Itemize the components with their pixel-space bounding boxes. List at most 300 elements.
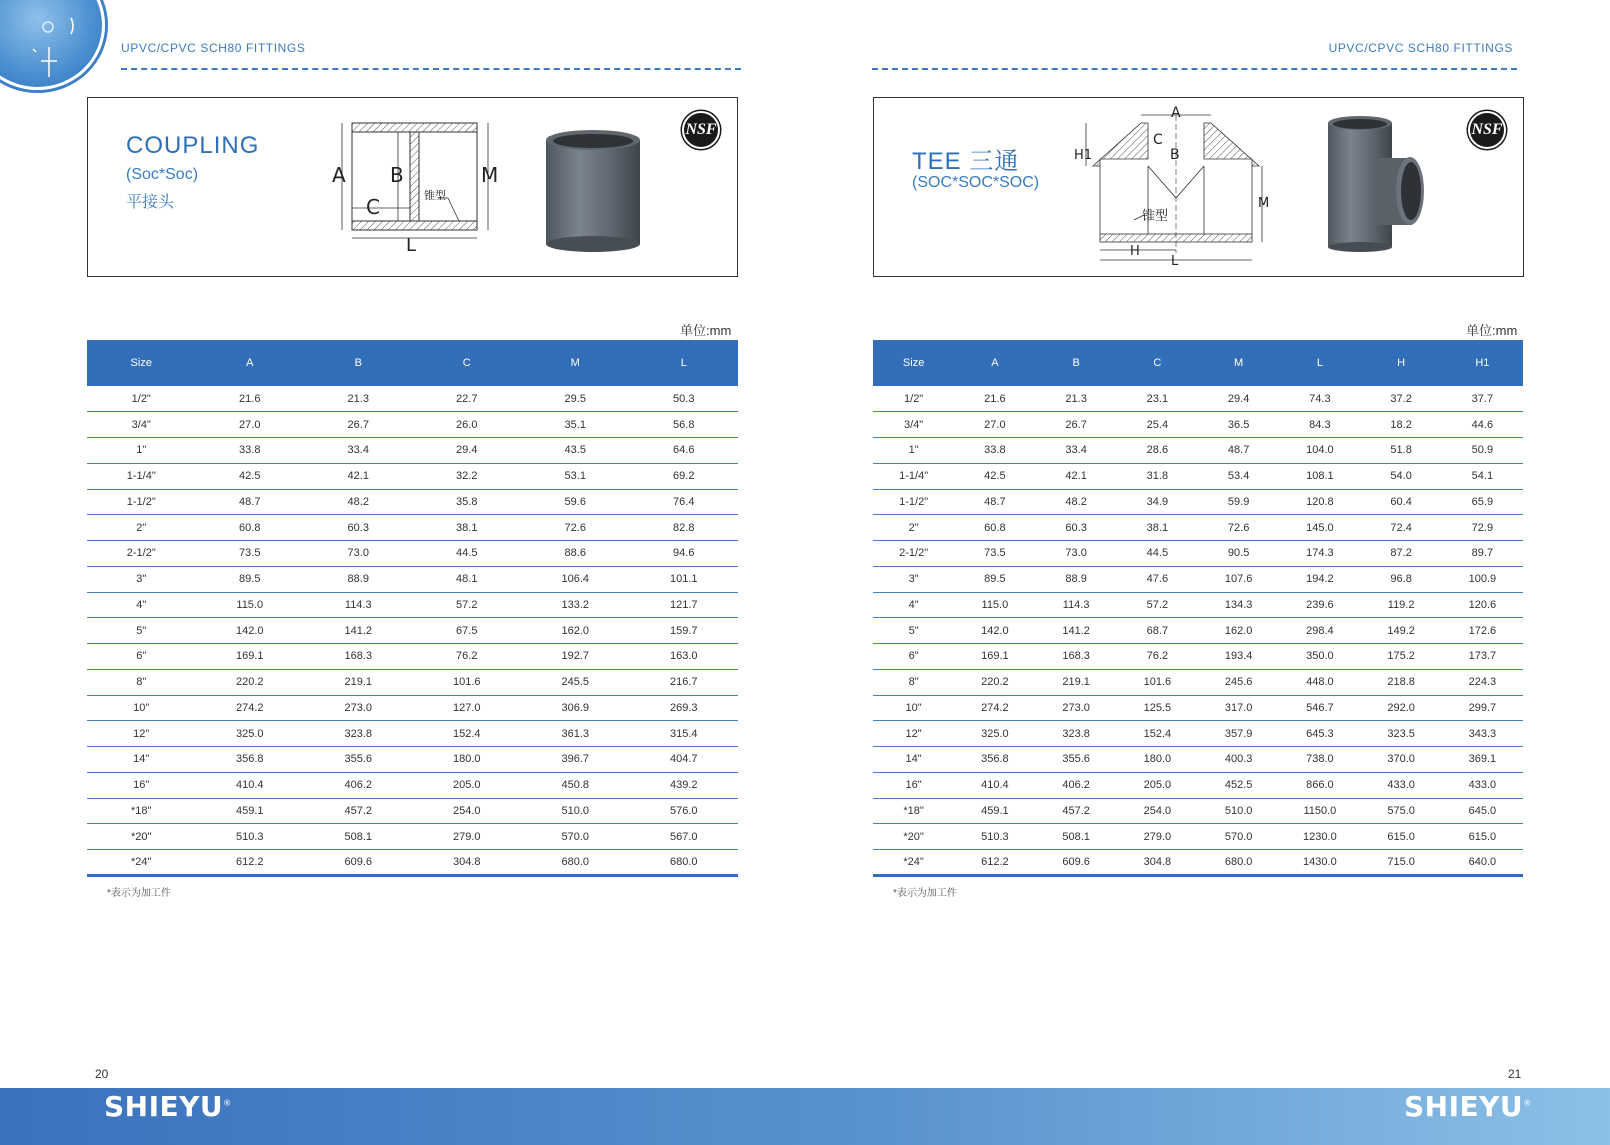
right-page-number: 21 [1508, 1067, 1522, 1081]
table-cell: 292.0 [1361, 695, 1442, 721]
size-cell: *20" [87, 824, 196, 850]
table-cell: 48.2 [304, 489, 413, 515]
size-cell: 3/4" [873, 412, 954, 438]
size-cell: 2-1/2" [873, 541, 954, 567]
column-header: C [1117, 340, 1198, 386]
table-cell: 279.0 [413, 824, 522, 850]
table-cell: 205.0 [1117, 772, 1198, 798]
table-cell: 175.2 [1361, 644, 1442, 670]
table-cell: 88.9 [1036, 566, 1117, 592]
size-cell: 4" [87, 592, 196, 618]
column-header: A [954, 340, 1035, 386]
tee-dim-a-label: A [1171, 105, 1181, 121]
table-cell: 33.4 [304, 438, 413, 464]
table-cell: 163.0 [630, 644, 739, 670]
table-cell: 162.0 [1198, 618, 1279, 644]
table-cell: 174.3 [1279, 541, 1360, 567]
size-cell: 6" [87, 644, 196, 670]
table-cell: 50.3 [630, 386, 739, 412]
column-header: H1 [1442, 340, 1523, 386]
table-cell: 72.6 [521, 515, 630, 541]
table-row [873, 824, 1523, 850]
table-row [873, 412, 1523, 438]
table-cell: 50.9 [1442, 438, 1523, 464]
column-header: H [1361, 340, 1442, 386]
column-header: B [304, 340, 413, 386]
table-cell: 269.3 [630, 695, 739, 721]
table-cell: 645.0 [1442, 798, 1523, 824]
table-cell: 76.2 [413, 644, 522, 670]
table-cell: 125.5 [1117, 695, 1198, 721]
table-cell: 44.5 [413, 541, 522, 567]
table-cell: 615.0 [1442, 824, 1523, 850]
footer-bar [0, 1088, 1610, 1145]
size-cell: 4" [873, 592, 954, 618]
size-cell: 1/2" [87, 386, 196, 412]
table-row [873, 592, 1523, 618]
table-cell: 89.7 [1442, 541, 1523, 567]
column-header: M [1198, 340, 1279, 386]
size-cell: 12" [873, 721, 954, 747]
size-cell: 1" [873, 438, 954, 464]
column-header: M [521, 340, 630, 386]
table-row [873, 747, 1523, 773]
dim-a-label: A [332, 163, 346, 187]
table-cell: 1430.0 [1279, 850, 1360, 876]
table-cell: 119.2 [1361, 592, 1442, 618]
table-cell: 450.8 [521, 772, 630, 798]
table-cell: 54.1 [1442, 463, 1523, 489]
table-cell: 42.1 [304, 463, 413, 489]
right-footnote: *表示为加工件 [893, 888, 957, 899]
coupling-title: COUPLING [126, 132, 260, 159]
table-cell: 57.2 [1117, 592, 1198, 618]
table-cell: 31.8 [1117, 463, 1198, 489]
table-cell: 48.7 [1198, 438, 1279, 464]
table-cell: 570.0 [521, 824, 630, 850]
table-cell: 22.7 [413, 386, 522, 412]
table-cell: 37.7 [1442, 386, 1523, 412]
table-cell: 48.1 [413, 566, 522, 592]
table-cell: 680.0 [521, 850, 630, 876]
table-row [87, 772, 738, 798]
coupling-spec-table [87, 340, 738, 877]
table-row [873, 438, 1523, 464]
table-cell: 114.3 [1036, 592, 1117, 618]
size-cell: 16" [873, 772, 954, 798]
table-cell: 74.3 [1279, 386, 1360, 412]
table-cell: 35.1 [521, 412, 630, 438]
table-cell: 108.1 [1279, 463, 1360, 489]
table-cell: 169.1 [196, 644, 305, 670]
coupling-table-header [87, 340, 738, 386]
table-cell: 101.6 [413, 669, 522, 695]
table-cell: 44.5 [1117, 541, 1198, 567]
size-cell: *18" [87, 798, 196, 824]
table-cell: 343.3 [1442, 721, 1523, 747]
table-cell: 220.2 [196, 669, 305, 695]
table-cell: 640.0 [1442, 850, 1523, 876]
table-row [873, 386, 1523, 412]
table-cell: 90.5 [1198, 541, 1279, 567]
table-cell: 738.0 [1279, 747, 1360, 773]
size-cell: 8" [873, 669, 954, 695]
table-row [873, 541, 1523, 567]
table-cell: 274.2 [954, 695, 1035, 721]
size-cell: 14" [873, 747, 954, 773]
table-cell: 304.8 [413, 850, 522, 876]
nsf-certification-badge: NSF [1468, 111, 1506, 149]
table-row [873, 850, 1523, 876]
coupling-table-body [87, 386, 738, 875]
tee-dim-m-label: M [1258, 196, 1270, 211]
table-cell: 168.3 [304, 644, 413, 670]
table-cell: 612.2 [954, 850, 1035, 876]
table-cell: 21.6 [196, 386, 305, 412]
size-cell: *20" [873, 824, 954, 850]
table-cell: 127.0 [413, 695, 522, 721]
table-cell: 508.1 [304, 824, 413, 850]
table-cell: 104.0 [1279, 438, 1360, 464]
coupling-product-card [87, 97, 738, 277]
table-row [87, 592, 738, 618]
table-cell: 145.0 [1279, 515, 1360, 541]
tee-product-card [873, 97, 1524, 277]
table-cell: 304.8 [1117, 850, 1198, 876]
table-row [873, 721, 1523, 747]
table-cell: 36.5 [1198, 412, 1279, 438]
table-cell: 134.3 [1198, 592, 1279, 618]
table-cell: 107.6 [1198, 566, 1279, 592]
table-row [87, 695, 738, 721]
table-row [87, 515, 738, 541]
brand-text: SHIEYU [1404, 1090, 1524, 1123]
size-cell: 8" [87, 669, 196, 695]
table-cell: 173.7 [1442, 644, 1523, 670]
size-cell: *24" [87, 850, 196, 876]
right-header-title: UPVC/CPVC SCH80 FITTINGS [1328, 41, 1513, 55]
table-cell: 57.2 [413, 592, 522, 618]
table-cell: 73.0 [1036, 541, 1117, 567]
table-cell: 570.0 [1198, 824, 1279, 850]
registered-mark: ® [223, 1098, 232, 1108]
table-cell: 355.6 [304, 747, 413, 773]
column-header: C [413, 340, 522, 386]
table-cell: 609.6 [304, 850, 413, 876]
table-cell: 369.1 [1442, 747, 1523, 773]
table-cell: 34.9 [1117, 489, 1198, 515]
table-cell: 220.2 [954, 669, 1035, 695]
table-cell: 59.6 [521, 489, 630, 515]
table-cell: 298.4 [1279, 618, 1360, 644]
coupling-diagram [328, 113, 508, 253]
table-cell: 89.5 [954, 566, 1035, 592]
table-cell: 38.1 [413, 515, 522, 541]
table-cell: 680.0 [630, 850, 739, 876]
size-cell: 2" [87, 515, 196, 541]
table-cell: 115.0 [196, 592, 305, 618]
table-cell: 159.7 [630, 618, 739, 644]
size-cell: 2" [873, 515, 954, 541]
taper-label: 锥型 [424, 189, 446, 202]
table-cell: 88.9 [304, 566, 413, 592]
table-cell: 53.1 [521, 463, 630, 489]
table-cell: 410.4 [954, 772, 1035, 798]
table-cell: 48.7 [196, 489, 305, 515]
table-cell: 32.2 [413, 463, 522, 489]
table-cell: 576.0 [630, 798, 739, 824]
table-cell: 100.9 [1442, 566, 1523, 592]
table-row [87, 644, 738, 670]
table-cell: 29.5 [521, 386, 630, 412]
table-cell: 88.6 [521, 541, 630, 567]
table-cell: 459.1 [196, 798, 305, 824]
table-cell: 306.9 [521, 695, 630, 721]
table-row [87, 824, 738, 850]
table-cell: 172.6 [1442, 618, 1523, 644]
table-cell: 101.1 [630, 566, 739, 592]
table-cell: 433.0 [1361, 772, 1442, 798]
table-cell: 452.5 [1198, 772, 1279, 798]
table-row [873, 644, 1523, 670]
table-cell: 510.0 [521, 798, 630, 824]
table-row [873, 798, 1523, 824]
table-cell: 356.8 [954, 747, 1035, 773]
table-cell: 96.8 [1361, 566, 1442, 592]
table-cell: 23.1 [1117, 386, 1198, 412]
size-cell: 5" [873, 618, 954, 644]
tee-taper-label: 锥型 [1142, 209, 1169, 224]
table-cell: 82.8 [630, 515, 739, 541]
table-cell: 42.1 [1036, 463, 1117, 489]
left-header-title: UPVC/CPVC SCH80 FITTINGS [121, 41, 306, 55]
table-cell: 115.0 [954, 592, 1035, 618]
table-cell: 42.5 [954, 463, 1035, 489]
tee-title: TEE 三通 [912, 148, 1020, 175]
table-cell: 254.0 [1117, 798, 1198, 824]
left-unit-label: 单位:mm [680, 323, 732, 338]
table-cell: 245.6 [1198, 669, 1279, 695]
table-cell: 73.0 [304, 541, 413, 567]
tee-table-header [873, 340, 1523, 386]
size-cell: 1" [87, 438, 196, 464]
table-cell: 21.6 [954, 386, 1035, 412]
dim-c-label: C [366, 195, 380, 219]
column-header: Size [87, 340, 196, 386]
table-cell: 121.7 [630, 592, 739, 618]
table-cell: 87.2 [1361, 541, 1442, 567]
table-cell: 245.5 [521, 669, 630, 695]
table-cell: 43.5 [521, 438, 630, 464]
table-cell: 42.5 [196, 463, 305, 489]
column-header: Size [873, 340, 954, 386]
table-cell: 615.0 [1361, 824, 1442, 850]
table-row [87, 463, 738, 489]
right-unit-label: 单位:mm [1466, 323, 1518, 338]
dim-l-label: L [406, 235, 417, 253]
size-cell: 2-1/2" [87, 541, 196, 567]
table-row [873, 489, 1523, 515]
table-cell: 205.0 [413, 772, 522, 798]
tee-dim-c-label: C [1153, 132, 1163, 148]
table-row [873, 669, 1523, 695]
tee-diagram [1074, 103, 1274, 268]
table-cell: 575.0 [1361, 798, 1442, 824]
size-cell: 1-1/2" [873, 489, 954, 515]
table-cell: 546.7 [1279, 695, 1360, 721]
table-cell: 510.3 [954, 824, 1035, 850]
left-footnote: *表示为加工件 [107, 888, 171, 899]
table-cell: 73.5 [954, 541, 1035, 567]
table-cell: 33.4 [1036, 438, 1117, 464]
table-cell: 54.0 [1361, 463, 1442, 489]
table-cell: 274.2 [196, 695, 305, 721]
table-cell: 141.2 [1036, 618, 1117, 644]
table-cell: 361.3 [521, 721, 630, 747]
table-cell: 60.3 [1036, 515, 1117, 541]
table-cell: 180.0 [413, 747, 522, 773]
coupling-subtitle: (Soc*Soc) [126, 166, 199, 183]
table-cell: 323.5 [1361, 721, 1442, 747]
table-cell: 299.7 [1442, 695, 1523, 721]
table-cell: 67.5 [413, 618, 522, 644]
table-cell: 325.0 [196, 721, 305, 747]
size-cell: 10" [87, 695, 196, 721]
table-cell: 18.2 [1361, 412, 1442, 438]
nsf-certification-badge: NSF [682, 111, 720, 149]
size-cell: 1-1/2" [87, 489, 196, 515]
table-cell: 152.4 [1117, 721, 1198, 747]
table-cell: 51.8 [1361, 438, 1442, 464]
table-cell: 396.7 [521, 747, 630, 773]
table-cell: 152.4 [413, 721, 522, 747]
size-cell: 3" [873, 566, 954, 592]
table-cell: 72.9 [1442, 515, 1523, 541]
table-row [87, 566, 738, 592]
table-row [873, 515, 1523, 541]
size-cell: 12" [87, 721, 196, 747]
column-header: L [630, 340, 739, 386]
table-cell: 180.0 [1117, 747, 1198, 773]
table-cell: 47.6 [1117, 566, 1198, 592]
table-cell: 325.0 [954, 721, 1035, 747]
table-cell: 27.0 [196, 412, 305, 438]
column-header: B [1036, 340, 1117, 386]
table-cell: 510.3 [196, 824, 305, 850]
table-cell: 59.9 [1198, 489, 1279, 515]
table-cell: 38.1 [1117, 515, 1198, 541]
table-cell: 194.2 [1279, 566, 1360, 592]
table-cell: 508.1 [1036, 824, 1117, 850]
table-cell: 609.6 [1036, 850, 1117, 876]
tee-table-body [873, 386, 1523, 875]
table-row [87, 747, 738, 773]
table-cell: 239.6 [1279, 592, 1360, 618]
size-cell: *24" [873, 850, 954, 876]
coupling-cn-name: 平接头 [126, 194, 175, 211]
table-cell: 162.0 [521, 618, 630, 644]
table-cell: 612.2 [196, 850, 305, 876]
table-cell: 218.8 [1361, 669, 1442, 695]
table-cell: 439.2 [630, 772, 739, 798]
table-cell: 76.4 [630, 489, 739, 515]
table-cell: 866.0 [1279, 772, 1360, 798]
table-cell: 457.2 [1036, 798, 1117, 824]
table-cell: 400.3 [1198, 747, 1279, 773]
table-cell: 355.6 [1036, 747, 1117, 773]
table-cell: 224.3 [1442, 669, 1523, 695]
table-cell: 459.1 [954, 798, 1035, 824]
table-cell: 29.4 [1198, 386, 1279, 412]
left-page-number: 20 [95, 1067, 109, 1081]
table-cell: 65.9 [1442, 489, 1523, 515]
table-cell: 106.4 [521, 566, 630, 592]
table-cell: 101.6 [1117, 669, 1198, 695]
table-cell: 567.0 [630, 824, 739, 850]
table-cell: 406.2 [304, 772, 413, 798]
table-cell: 219.1 [304, 669, 413, 695]
table-cell: 279.0 [1117, 824, 1198, 850]
table-cell: 29.4 [413, 438, 522, 464]
table-cell: 357.9 [1198, 721, 1279, 747]
table-cell: 89.5 [196, 566, 305, 592]
table-cell: 72.4 [1361, 515, 1442, 541]
size-cell: 3" [87, 566, 196, 592]
table-cell: 317.0 [1198, 695, 1279, 721]
tee-dim-l-label: L [1171, 254, 1179, 268]
size-cell: 3/4" [87, 412, 196, 438]
table-cell: 350.0 [1279, 644, 1360, 670]
tee-dim-b-label: B [1170, 147, 1180, 163]
size-cell: 1-1/4" [87, 463, 196, 489]
table-cell: 193.4 [1198, 644, 1279, 670]
table-cell: 53.4 [1198, 463, 1279, 489]
size-cell: 5" [87, 618, 196, 644]
table-cell: 457.2 [304, 798, 413, 824]
table-cell: 27.0 [954, 412, 1035, 438]
table-cell: 406.2 [1036, 772, 1117, 798]
left-header-divider [121, 68, 741, 70]
table-cell: 33.8 [196, 438, 305, 464]
brand-text: SHIEYU [104, 1090, 224, 1123]
table-row [87, 489, 738, 515]
table-cell: 410.4 [196, 772, 305, 798]
table-cell: 48.7 [954, 489, 1035, 515]
table-row [873, 772, 1523, 798]
table-cell: 169.1 [954, 644, 1035, 670]
registered-mark: ® [1523, 1098, 1532, 1108]
column-header: A [196, 340, 305, 386]
size-cell: 1-1/4" [873, 463, 954, 489]
table-row [873, 463, 1523, 489]
table-cell: 60.3 [304, 515, 413, 541]
table-cell: 273.0 [1036, 695, 1117, 721]
table-cell: 26.0 [413, 412, 522, 438]
table-cell: 73.5 [196, 541, 305, 567]
table-cell: 356.8 [196, 747, 305, 773]
tee-spec-table [873, 340, 1523, 877]
table-cell: 715.0 [1361, 850, 1442, 876]
left-brand-logo [104, 1090, 232, 1123]
table-cell: 48.2 [1036, 489, 1117, 515]
table-cell: 28.6 [1117, 438, 1198, 464]
table-row [873, 618, 1523, 644]
table-cell: 1150.0 [1279, 798, 1360, 824]
table-cell: 133.2 [521, 592, 630, 618]
table-row [87, 541, 738, 567]
table-row [873, 566, 1523, 592]
table-cell: 72.6 [1198, 515, 1279, 541]
